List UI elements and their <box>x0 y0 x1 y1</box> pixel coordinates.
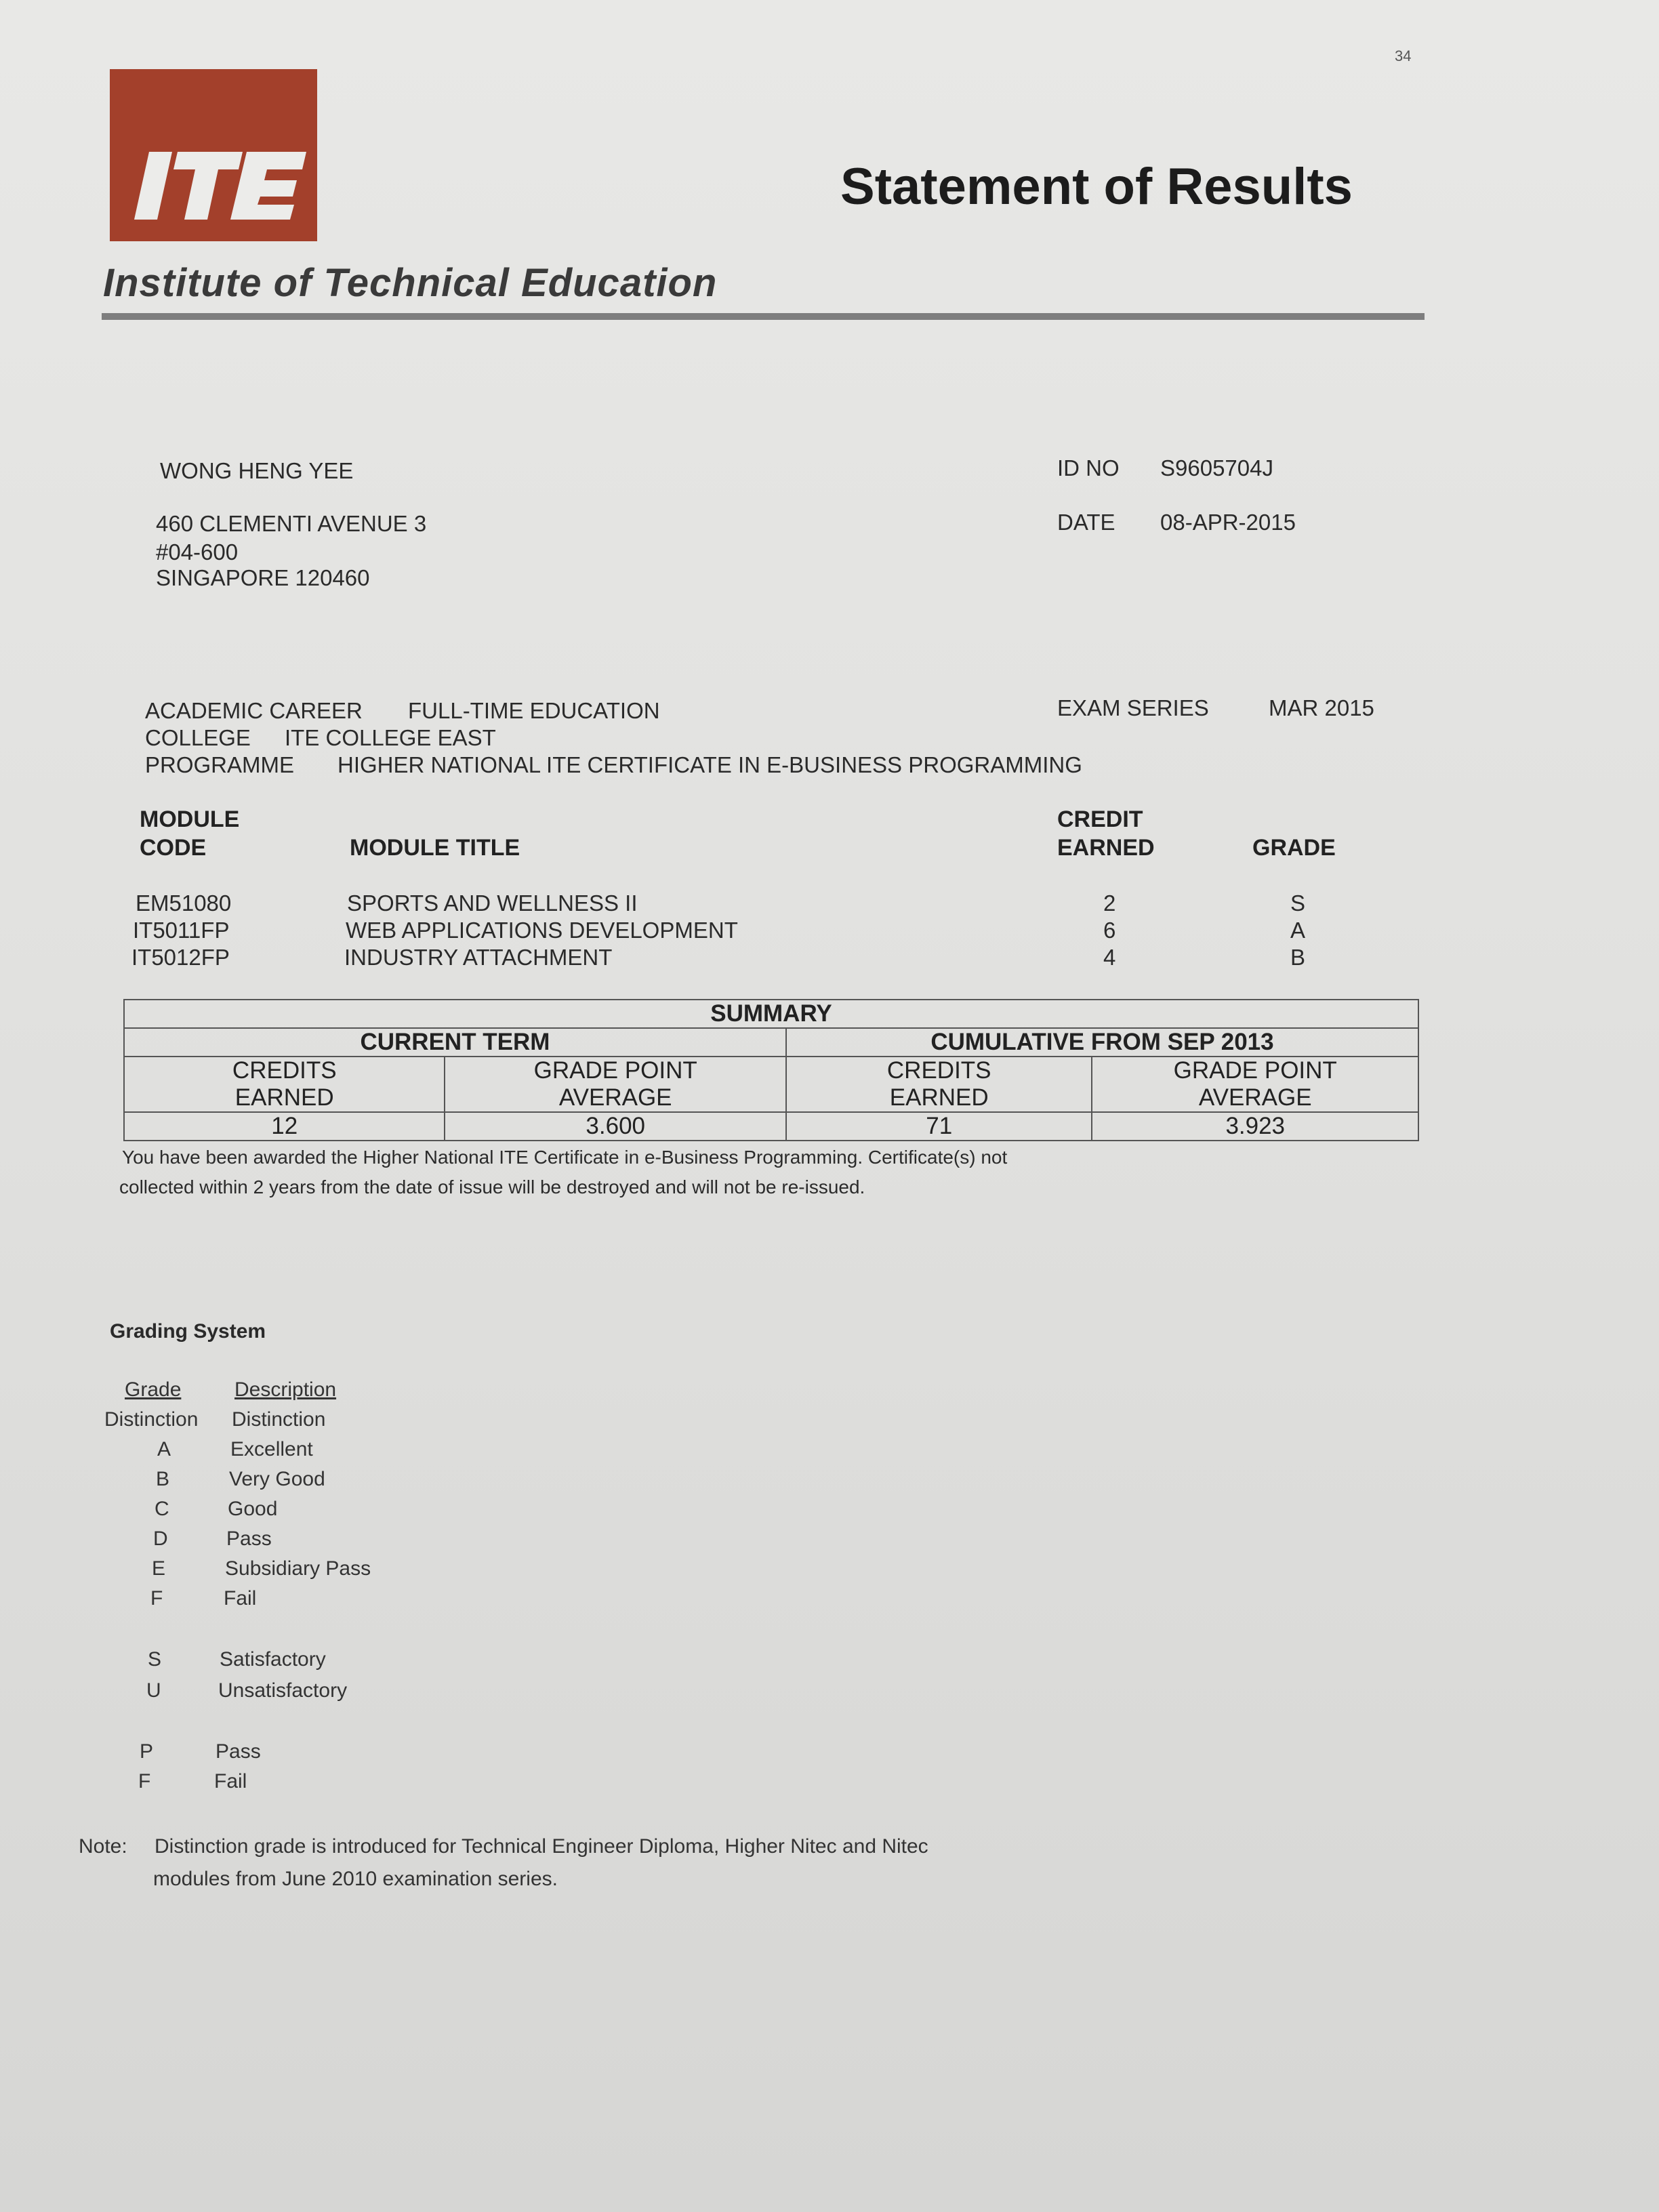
grade-code: B <box>156 1468 170 1490</box>
credits-label-line1: CREDITS <box>232 1057 337 1084</box>
gpa-label-line1: GRADE POINT <box>533 1057 697 1084</box>
address-line-3: SINGAPORE 120460 <box>156 565 370 590</box>
date-label: DATE <box>1057 510 1115 535</box>
gpa-label-line2: AVERAGE <box>1198 1084 1312 1111</box>
grade-code: P <box>140 1740 154 1763</box>
grading-system-title: Grading System <box>110 1320 266 1343</box>
grade-code: Distinction <box>104 1408 199 1431</box>
grade-description: Pass <box>226 1528 272 1550</box>
gpa-label-line1: GRADE POINT <box>1173 1057 1337 1084</box>
programme-value: HIGHER NATIONAL ITE CERTIFICATE IN E-BUSINESS PROGRAMMING <box>337 752 1082 777</box>
module-title: WEB APPLICATIONS DEVELOPMENT <box>346 918 738 943</box>
cumulative-gpa-header <box>1092 1057 1418 1112</box>
module-code: EM51080 <box>136 890 232 916</box>
grade-description: Satisfactory <box>220 1648 326 1671</box>
grade-description: Excellent <box>230 1438 313 1460</box>
grade-description: Fail <box>224 1587 257 1610</box>
grade-description: Unsatisfactory <box>218 1679 348 1702</box>
module-grade: B <box>1290 945 1306 970</box>
module-grade: S <box>1290 890 1306 916</box>
current-term-header: CURRENT TERM <box>124 1028 786 1057</box>
student-name: WONG HENG YEE <box>160 458 354 483</box>
address-line-1: 460 CLEMENTI AVENUE 3 <box>156 511 427 536</box>
module-title: INDUSTRY ATTACHMENT <box>344 945 613 970</box>
module-credit: 6 <box>1103 918 1116 943</box>
grade-code: A <box>157 1438 171 1460</box>
ite-logo <box>110 69 317 241</box>
grade-description: Very Good <box>229 1468 325 1490</box>
award-note-line-2: collected within 2 years from the date of issue will be destroyed and will not be re-issued. <box>119 1176 865 1197</box>
gpa-label-line2: AVERAGE <box>558 1084 672 1111</box>
module-code: IT5011FP <box>133 918 230 943</box>
exam-series-label: EXAM SERIES <box>1057 695 1209 720</box>
footnote-label: Note: <box>79 1835 127 1858</box>
credit-header-line2: EARNED <box>1057 835 1155 861</box>
footnote-line-2: modules from June 2010 examination series. <box>153 1868 558 1890</box>
document-title: Statement of Results <box>840 158 1353 216</box>
current-gpa-value: 3.600 <box>445 1112 785 1141</box>
exam-series-value: MAR 2015 <box>1269 695 1374 720</box>
id-value: S9605704J <box>1160 455 1273 480</box>
module-title-header: MODULE TITLE <box>350 835 520 861</box>
module-code-header-line2: CODE <box>140 835 207 861</box>
footnote-line-1: Distinction grade is introduced for Technical Engineer Diploma, Higher Nitec and Nitec <box>155 1835 928 1858</box>
grade-header: GRADE <box>1252 835 1336 861</box>
programme-label: PROGRAMME <box>145 752 295 777</box>
grade-code: F <box>150 1587 163 1610</box>
college-value: ITE COLLEGE EAST <box>285 725 496 750</box>
grade-code: U <box>146 1679 161 1702</box>
date-value: 08-APR-2015 <box>1160 510 1296 535</box>
grade-code: S <box>148 1648 162 1671</box>
grade-description: Fail <box>214 1770 247 1793</box>
module-grade: A <box>1290 918 1306 943</box>
current-credits-value: 12 <box>124 1112 445 1141</box>
grade-code: D <box>153 1528 168 1550</box>
cumulative-credits-header <box>786 1057 1092 1112</box>
page-number: 34 <box>1395 47 1412 64</box>
institution-name: Institute of Technical Education <box>103 261 718 305</box>
credits-label-line2: EARNED <box>234 1084 334 1111</box>
credit-header-line1: CREDIT <box>1057 806 1143 832</box>
summary-title: SUMMARY <box>124 1000 1418 1028</box>
credits-label-line2: EARNED <box>889 1084 989 1111</box>
header-divider <box>102 313 1425 320</box>
module-code-header-line1: MODULE <box>140 806 240 832</box>
current-credits-header <box>124 1057 445 1112</box>
cumulative-gpa-value: 3.923 <box>1092 1112 1418 1141</box>
award-note-line-1: You have been awarded the Higher National ITE Certificate in e-Business Programming. Certificate(s) not <box>122 1147 1008 1168</box>
module-code: IT5012FP <box>131 945 230 970</box>
grade-code: E <box>152 1557 166 1580</box>
grade-description: Pass <box>216 1740 261 1763</box>
summary-table <box>123 999 1419 1141</box>
grade-code: F <box>138 1770 151 1793</box>
grade-description: Good <box>228 1498 278 1520</box>
grade-description: Distinction <box>232 1408 326 1431</box>
grade-code: C <box>155 1498 169 1520</box>
description-column-header: Description <box>234 1378 337 1401</box>
module-credit: 2 <box>1103 890 1116 916</box>
grade-column-header: Grade <box>125 1378 182 1401</box>
id-label: ID NO <box>1057 455 1120 480</box>
grade-description: Subsidiary Pass <box>225 1557 371 1580</box>
cumulative-header: CUMULATIVE FROM SEP 2013 <box>786 1028 1418 1057</box>
academic-career-label: ACADEMIC CAREER <box>145 698 363 723</box>
credits-label-line1: CREDITS <box>886 1057 991 1084</box>
cumulative-credits-value: 71 <box>786 1112 1092 1141</box>
college-label: COLLEGE <box>145 725 251 750</box>
module-credit: 4 <box>1103 945 1116 970</box>
module-title: SPORTS AND WELLNESS II <box>347 890 638 916</box>
current-gpa-header <box>445 1057 785 1112</box>
academic-career-value: FULL-TIME EDUCATION <box>408 698 660 723</box>
address-line-2: #04-600 <box>156 539 239 565</box>
